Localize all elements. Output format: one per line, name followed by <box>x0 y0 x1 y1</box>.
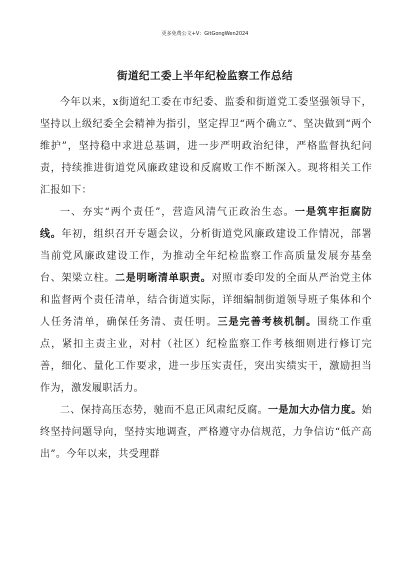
document-title: 街道纪工委上半年纪检监察工作总结 <box>117 70 293 82</box>
section-1-paragraph <box>40 202 372 400</box>
section-1-point-3-text: 围绕工作重点，紧扣主责主业，对村（社区）纪检监察工作考核细则进行修订完善，细化、量化工作要求，进一步压实责任，突出实绩实干，激励担当作为，激发履职活力。 <box>40 317 373 394</box>
section-1-point-3-title: 三是完善考核机制。 <box>217 317 318 328</box>
section-1-point-1-text: 年初，组织召开专题会议，分析街道党风廉政建设工作情况，部署当前党风廉政建设工作，为推动全年纪检监察工作高质量发展夯基垒台、架梁立柱。 <box>40 229 372 284</box>
section-1-point-2-title: 二是明晰清单职责。 <box>115 273 212 284</box>
section-1-point-1-title: 一是筑牢拒腐防线。 <box>40 207 372 240</box>
header-note: 更多免费公文+V：GitGongWen2024 <box>161 31 249 37</box>
section-1-heading: 一、夯实“两个责任”，营造风清气正政治生态。 <box>60 207 295 218</box>
section-2-heading: 二、保持高压态势，驰而不息正风肃纪反腐。 <box>60 405 268 416</box>
document-body <box>40 92 372 466</box>
section-2-point-1-title: 一是加大办信力度。 <box>268 405 362 416</box>
section-2-point-1-text: 始终坚持问题导向，坚持实地调查，严格遵守办信规范，力争信访“低产高出”。今年以来，共受理群 <box>40 405 373 460</box>
section-2-paragraph <box>40 400 372 466</box>
intro-paragraph: 今年以来，x街道纪工委在市纪委、监委和街道党工委坚强领导下，坚持以上级纪委全会精神为指引，坚定捍卫“两个确立”、坚决做到“两个维护”，坚持稳中求进总基调，进一步严明政治纪律，严格监督执纪问责，持续推进街道党风廉政建设和反腐败工作不断深入。现将相关工作汇报如下： <box>40 97 372 196</box>
section-1-point-2-text: 对照市委印发的全面从严治党主体和监督两个责任清单，结合街道实际，详细编制街道领导班子集体和个人任务清单，确保任务清、责任明。 <box>40 273 373 328</box>
